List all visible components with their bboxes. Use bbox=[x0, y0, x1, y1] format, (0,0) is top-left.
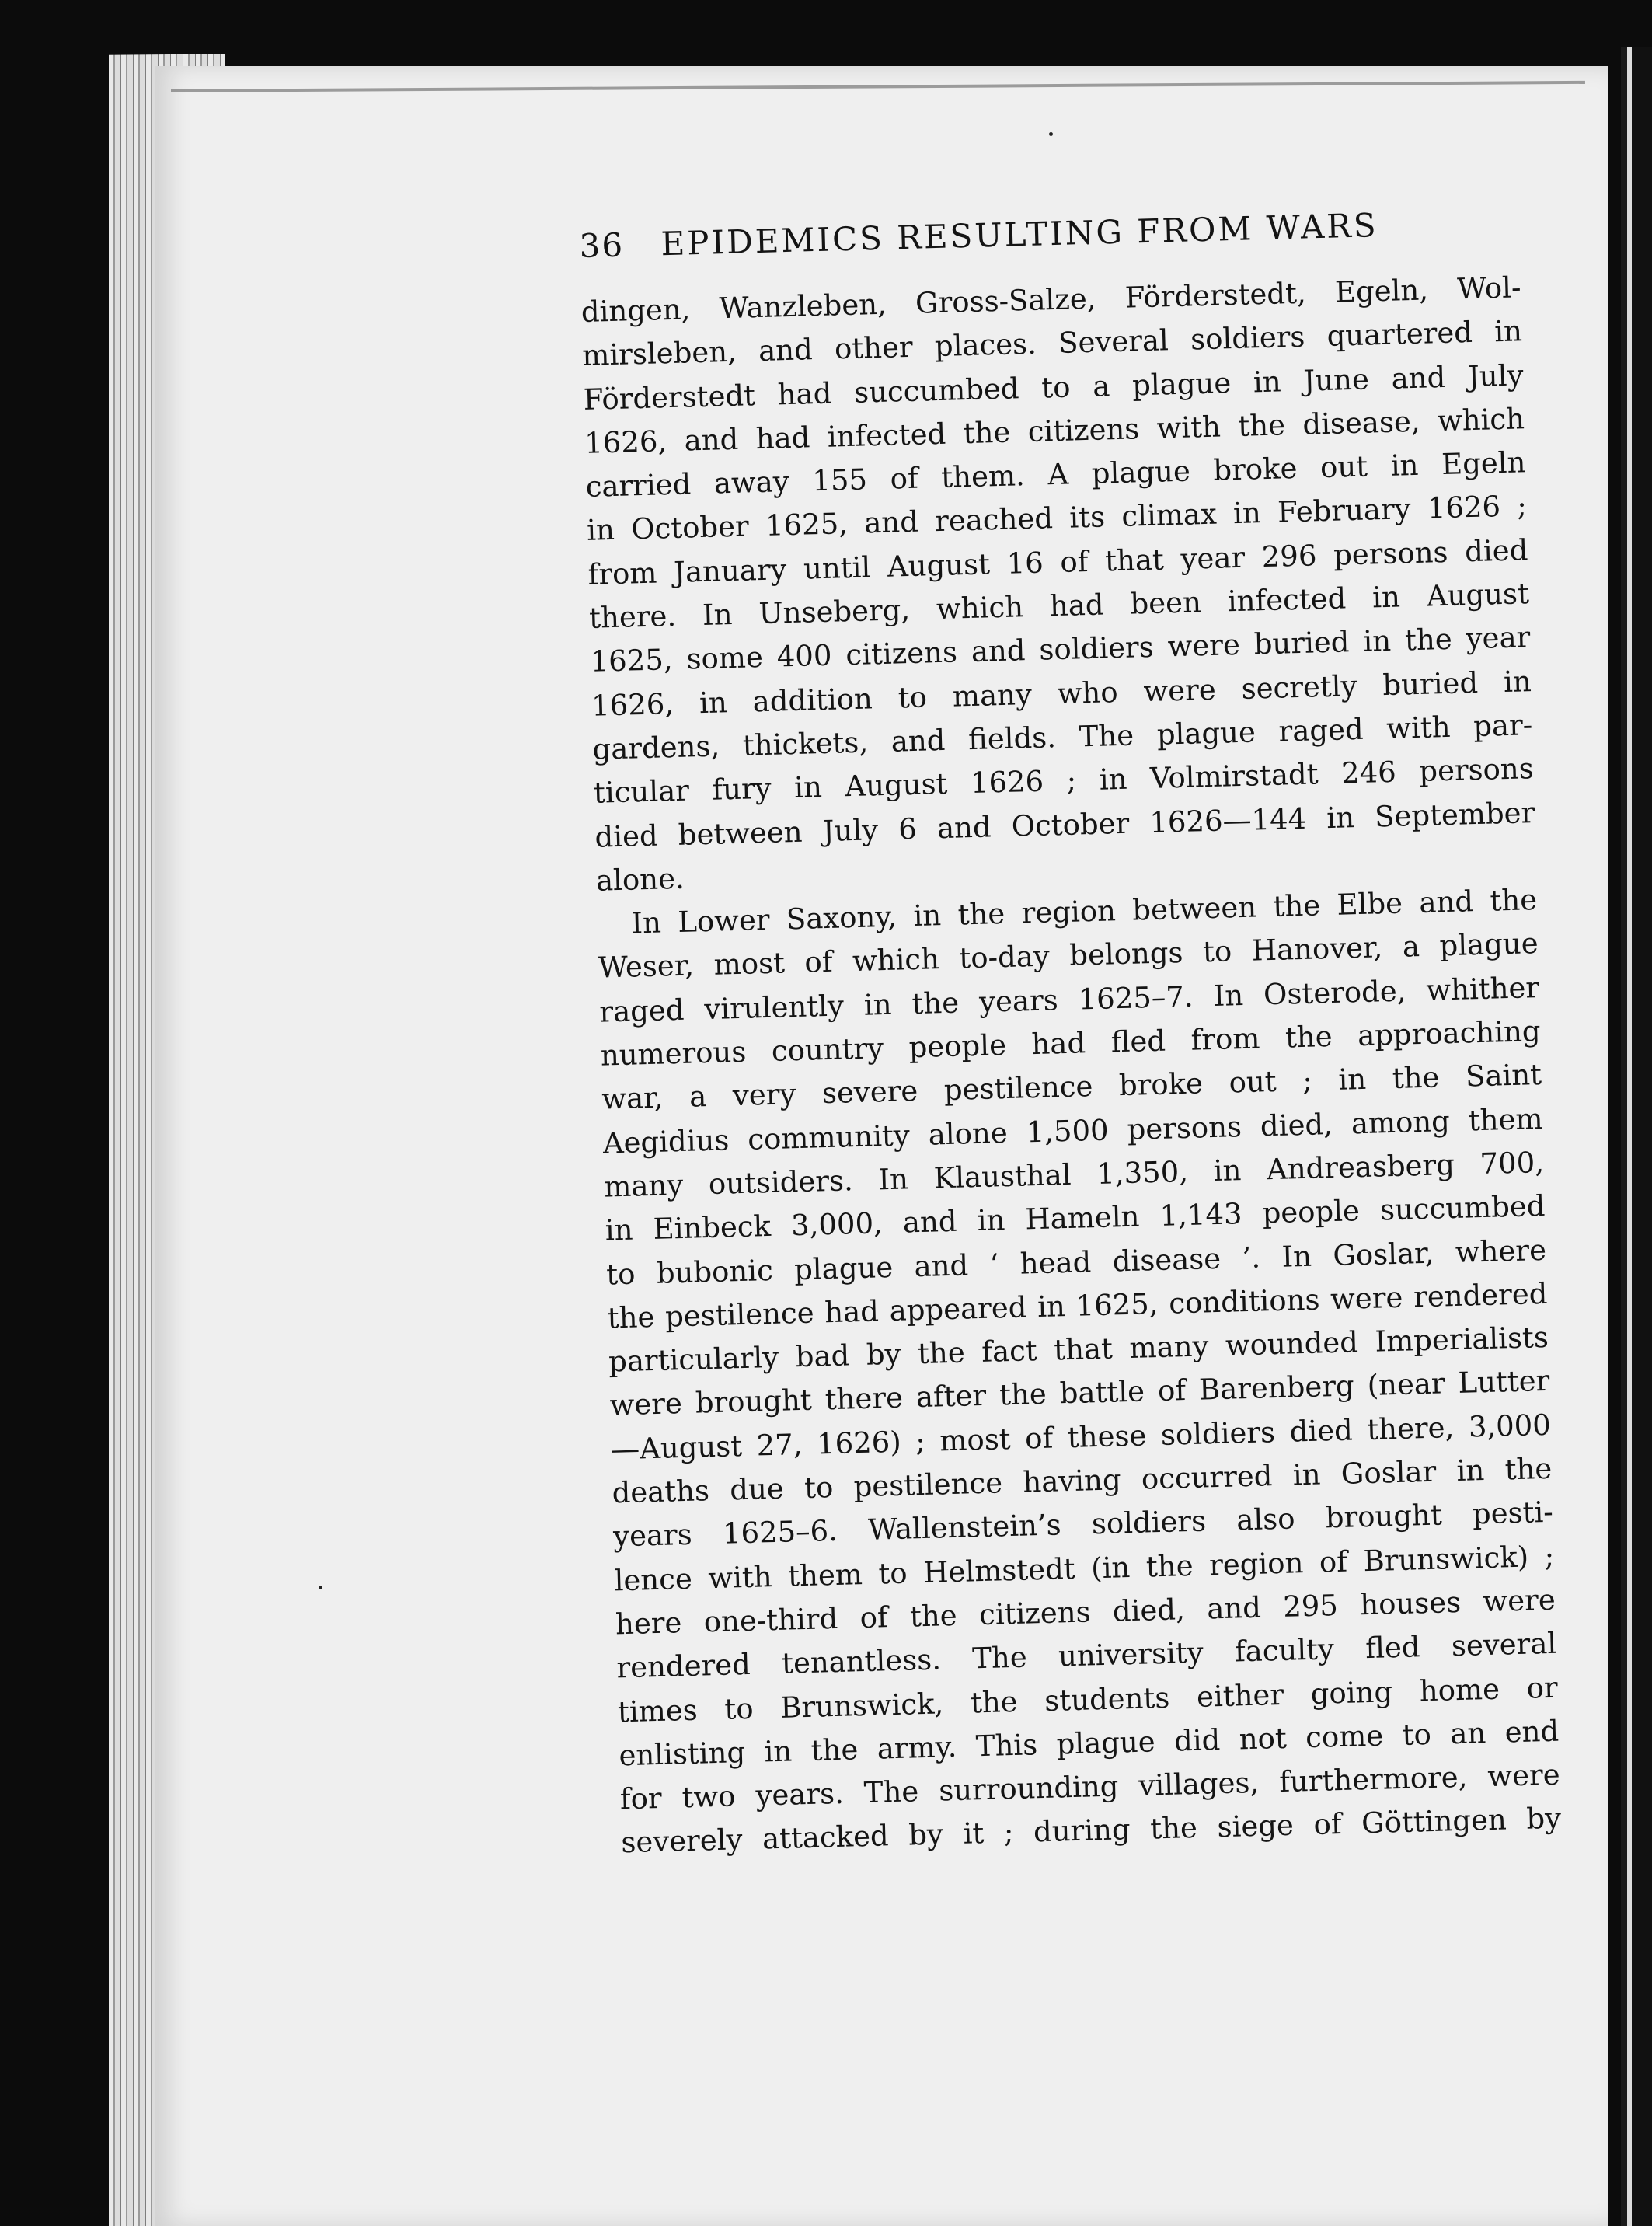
text-line: lence with them to Helmstedt (in the region of Brunswick) ; bbox=[614, 1539, 1555, 1598]
text-line: Aegidius community alone 1,500 persons died, among them bbox=[602, 1101, 1544, 1160]
text-line: Förderstedt had succumbed to a plague in June and July bbox=[583, 358, 1524, 417]
text-line: 1626, in addition to many who were secretly buried in bbox=[591, 664, 1532, 723]
text-line: in Einbeck 3,000, and in Hameln 1,143 people succumbed bbox=[605, 1189, 1546, 1247]
text-line: for two years. The surrounding villages, furthermore, were bbox=[619, 1757, 1561, 1816]
paragraph-first-line: In Lower Saxony, in the region between the Elbe and the bbox=[630, 883, 1538, 940]
paragraph-last-line: alone. bbox=[595, 861, 685, 898]
text-line: raged virulently in the years 1625–7. In Osterode, whither bbox=[598, 970, 1540, 1029]
text-line: times to Brunswick, the students either going home or bbox=[617, 1670, 1559, 1729]
text-line: in October 1625, and reached its climax in February 1626 ; bbox=[586, 489, 1528, 548]
text-line: 1626, and had infected the citizens with the disease, which bbox=[584, 402, 1525, 460]
running-head-title: EPIDEMICS RESULTING FROM WARS bbox=[660, 206, 1379, 263]
text-line: severely attacked by it ; during the siege of Göttingen by bbox=[620, 1802, 1562, 1860]
text-line: deaths due to pestilence having occurred in Goslar in the bbox=[612, 1451, 1553, 1510]
text-line: there. In Unseberg, which had been infected in August bbox=[588, 577, 1530, 635]
text-line: carried away 155 of them. A plague broke out in Egeln bbox=[585, 445, 1526, 504]
text-line: were brought there after the battle of Barenberg (near Lutter bbox=[609, 1364, 1550, 1422]
text-line: particularly bad by the fact that many wounded Imperialists bbox=[608, 1320, 1549, 1379]
binding-edge bbox=[1621, 47, 1652, 2226]
body-text bbox=[580, 266, 1562, 1865]
text-line: enlisting in the army. This plague did not come to an end bbox=[618, 1714, 1560, 1773]
text-line: many outsiders. In Klausthal 1,350, in Andreasberg 700, bbox=[603, 1145, 1545, 1204]
text-line: ticular fury in August 1626 ; in Volmirstadt 246 persons bbox=[593, 752, 1535, 811]
text-line: —August 27, 1626) ; most of these soldiers died there, 3,000 bbox=[610, 1408, 1552, 1467]
text-block bbox=[579, 202, 1562, 1865]
text-line: from January until August 16 of that year 296 persons died bbox=[587, 532, 1528, 591]
text-line: dingen, Wanzleben, Gross-Salze, Förderstedt, Egeln, Wol- bbox=[580, 270, 1522, 329]
text-line: war, a very severe pestilence broke out ; in the Saint bbox=[601, 1058, 1542, 1116]
text-line: to bubonic plague and ‘ head disease ’. In Goslar, where bbox=[605, 1233, 1547, 1292]
text-line: 1625, some 400 citizens and soldiers were buried in the year bbox=[590, 620, 1531, 679]
text-line: died between July 6 and October 1626—144 in September bbox=[594, 795, 1535, 854]
page-number: 36 bbox=[579, 225, 625, 265]
scan-speck bbox=[1049, 132, 1053, 136]
text-line: years 1625–6. Wallenstein’s soldiers also brought pesti- bbox=[612, 1495, 1554, 1554]
text-line: here one-third of the citizens died, and 295 houses were bbox=[615, 1582, 1556, 1642]
text-line: the pestilence had appeared in 1625, conditions were rendered bbox=[607, 1276, 1548, 1335]
text-line: Weser, most of which to-day belongs to Hanover, a plague bbox=[598, 926, 1539, 986]
text-line: numerous country people had fled from the approaching bbox=[600, 1014, 1542, 1073]
text-line: mirsleben, and other places. Several soldiers quartered in bbox=[581, 314, 1523, 373]
text-line: rendered tenantless. The university faculty fled several bbox=[615, 1626, 1557, 1685]
scan-speck bbox=[319, 1586, 322, 1589]
text-line: gardens, thickets, and fields. The plague raged with par- bbox=[592, 708, 1533, 766]
